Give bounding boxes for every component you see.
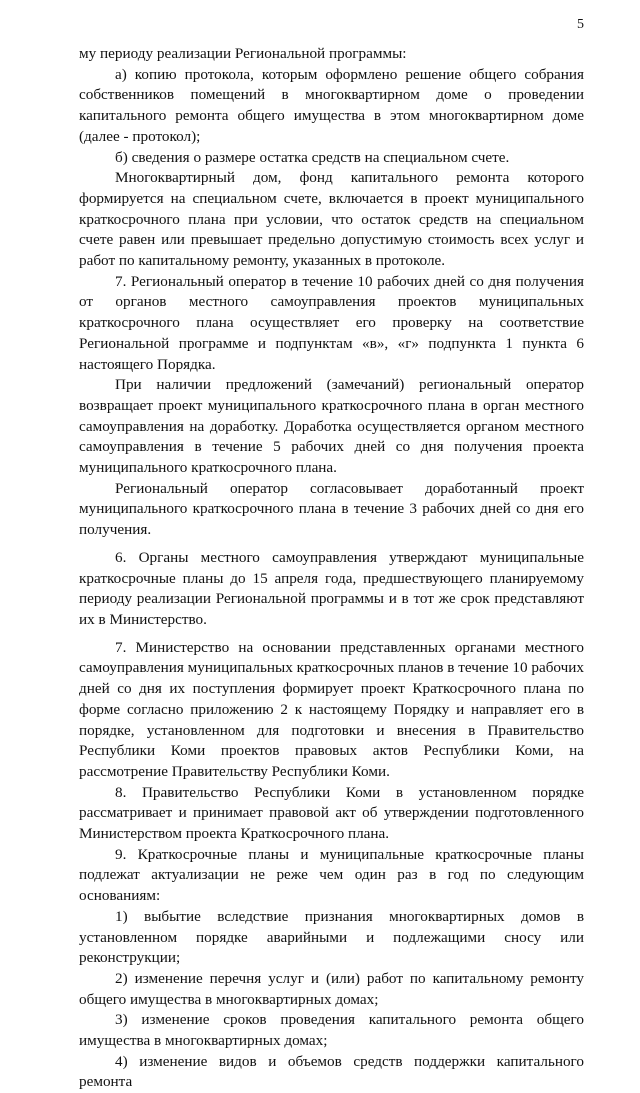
paragraph: му периоду реализации Региональной программы: [79,45,407,62]
paragraph: 7. Региональный оператор в течение 10 рабочих дней со дня получения от органов местного самоуправления проектов муниципальных краткосрочного плана осуществляет его проверку на соответствие Региональной программе и подпунктам «в», «г» подпункта 1 пункта 6 настоящего Порядка. [79,272,584,373]
paragraph: 4) изменение видов и объемов средств поддержки капитального ремонта [79,1052,584,1091]
paragraph: б) сведения о размере остатка средств на специальном счете. [115,148,510,166]
document-body [79,44,584,1093]
paragraph: 2) изменение перечня услуг и (или) работ по капитальному ремонту общего имущества в многоквартирных домах; [79,969,584,1008]
paragraph: 9. Краткосрочные планы и муниципальные краткосрочные планы подлежат актуализации не реже чем один раз в год по следующим основаниям: [79,845,584,905]
paragraph: 8. Правительство Республики Коми в установленном порядке рассматривает и принимает правовой акт об утверждении подготовленного Министерством проекта Краткосрочного плана. [79,783,584,843]
paragraph: Региональный оператор согласовывает доработанный проект муниципального краткосрочного плана в течение 3 рабочих дней со дня его получения. [79,479,584,539]
paragraph: 7. Министерство на основании представленных органами местного самоуправления муниципальных краткосрочных планов в течение 10 рабочих дней со дня их поступления формирует проект Краткосрочного плана по форме согласно приложению 2 к настоящему Порядку и направляет его в порядке, установленном для подготовки и внесения в Правительство Республики Коми проектов правовых актов Республики Коми, на рассмотрение Правительству Республики Коми. [79,638,584,780]
page-number: 5 [577,17,584,32]
paragraph: 1) выбытие вследствие признания многоквартирных домов в установленном порядке аварийными и подлежащими сносу или реконструкции; [79,907,584,967]
paragraph: При наличии предложений (замечаний) региональный оператор возвращает проект муниципального краткосрочного плана в орган местного самоуправления на доработку. Доработка осуществляется органом местного самоуправления в течение 5 рабочих дней со дня получения проекта муниципального краткосрочного плана. [79,376,584,477]
paragraph: Многоквартирный дом, фонд капитального ремонта которого формируется на специальном счете, включается в проект муниципального краткосрочного плана при условии, что остаток средств на специальном счете равен или превышает предельно допустимую стоимость всех услуг и работ по капитальному ремонту, указанных в протоколе. [79,169,584,270]
paragraph: 3) изменение сроков проведения капитального ремонта общего имущества в многоквартирных домах; [79,1011,584,1050]
paragraph: а) копию протокола, которым оформлено решение общего собрания собственников помещений в многоквартирном доме о проведении капитального ремонта общего имущества в этом многоквартирном доме (далее - протокол); [79,65,584,145]
paragraph: 6. Органы местного самоуправления утверждают муниципальные краткосрочные планы до 15 апреля года, предшествующего планируемому периоду реализации Региональной программы и в тот же срок представляют их в Министерство. [79,548,584,628]
